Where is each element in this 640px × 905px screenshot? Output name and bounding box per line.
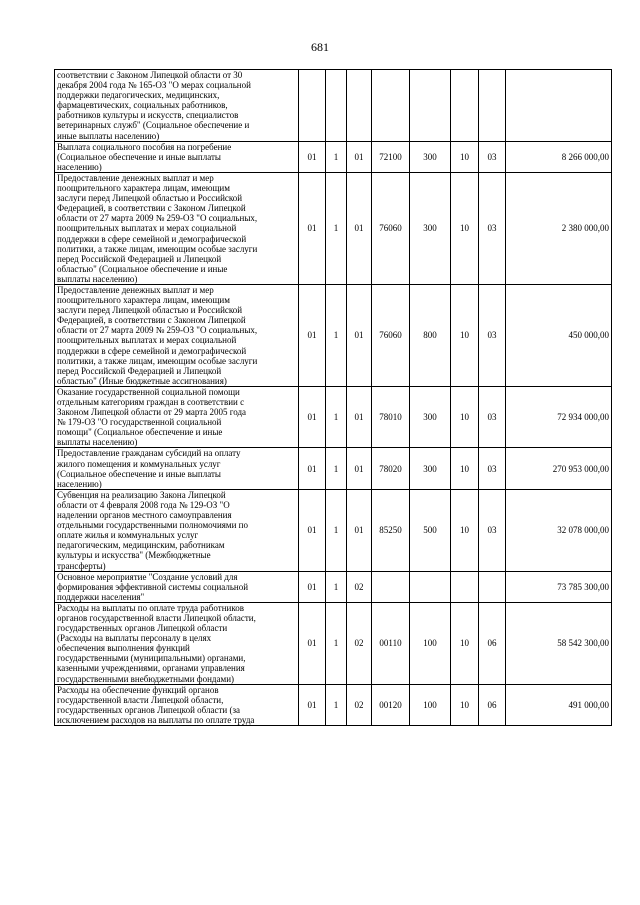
description-line: ветеринарных служб" (Социальное обеспечение и <box>57 120 250 131</box>
description-line: отдельным категориям граждан в соответствии с <box>57 397 245 407</box>
amount-cell: 450 000,00 <box>506 284 612 386</box>
code-cell-4: 00120 <box>372 684 410 725</box>
code-cell-5: 800 <box>410 284 451 386</box>
code-cell-1: 01 <box>299 571 326 602</box>
code-cell-7: 06 <box>479 602 506 684</box>
description-line: Субвенция на реализацию Закона Липецкой <box>57 489 226 500</box>
description-line: Выплата социального пособия на погребение <box>57 141 232 152</box>
code-cell-2: 1 <box>326 284 347 386</box>
description-line: государственных органов Липецкой области (за <box>57 704 241 715</box>
code-cell-1: 01 <box>299 386 326 448</box>
code-cell-6: 10 <box>451 284 479 386</box>
row-description <box>55 602 299 684</box>
description-line: обеспечения выполнения функций <box>57 643 190 654</box>
description-line: (Расходы на выплаты персоналу в целях <box>57 633 212 644</box>
code-cell-6: 10 <box>451 386 479 448</box>
code-cell-1: 01 <box>299 602 326 684</box>
description-line: областью" (Социальное обеспечение и иные <box>57 263 228 274</box>
table-body <box>55 70 612 726</box>
description-line: поощрительного характера лицам, имеющим <box>57 295 230 306</box>
amount-cell: 32 078 000,00 <box>506 489 612 571</box>
code-cell-4 <box>372 70 410 142</box>
row-description <box>55 684 299 725</box>
code-cell-4: 76060 <box>372 172 410 284</box>
row-description <box>55 448 299 489</box>
amount-cell: 270 953 000,00 <box>506 448 612 489</box>
code-cell-1: 01 <box>299 141 326 172</box>
code-cell-7: 03 <box>479 172 506 284</box>
code-cell-3: 02 <box>347 602 372 684</box>
code-cell-3: 01 <box>347 172 372 284</box>
code-cell-2: 1 <box>326 448 347 489</box>
code-cell-1: 01 <box>299 448 326 489</box>
code-cell-5: 300 <box>410 141 451 172</box>
code-cell-7 <box>479 70 506 142</box>
description-line: декабря 2004 года № 165-ОЗ "О мерах социальной <box>57 80 251 91</box>
code-cell-6: 10 <box>451 141 479 172</box>
description-line: иные выплаты населению) <box>57 130 160 141</box>
code-cell-3: 01 <box>347 284 372 386</box>
description-line: государственными внебюджетными фондами) <box>57 673 235 684</box>
code-cell-6: 10 <box>451 448 479 489</box>
code-cell-3: 01 <box>347 386 372 448</box>
description-line: области от 27 марта 2009 № 259-ОЗ "О социальных, <box>57 213 258 224</box>
code-cell-7 <box>479 571 506 602</box>
table-row <box>55 571 612 602</box>
description-line: заслуги перед Липецкой областью и Российской <box>57 305 243 316</box>
description-line: политики, а также лицам, имеющим особые заслуги <box>57 355 258 366</box>
code-cell-1: 01 <box>299 172 326 284</box>
page-number: 681 <box>311 40 329 54</box>
code-cell-7: 06 <box>479 684 506 725</box>
code-cell-2: 1 <box>326 684 347 725</box>
description-line: государственными (муниципальными) органами, <box>57 653 246 664</box>
description-line: поддержки педагогических, медицинских, <box>57 90 220 101</box>
description-line: (Социальное обеспечение и иные выплаты <box>57 468 221 479</box>
description-line: наделении органов местного самоуправления <box>57 510 232 521</box>
description-line: Федерацией, в соответствии с Законом Липецкой <box>57 203 246 214</box>
description-line: Предоставление денежных выплат и мер <box>57 284 214 295</box>
code-cell-2: 1 <box>326 172 347 284</box>
code-cell-5: 100 <box>410 602 451 684</box>
code-cell-2: 1 <box>326 386 347 448</box>
code-cell-3 <box>347 70 372 142</box>
amount-cell: 72 934 000,00 <box>506 386 612 448</box>
description-line: казенными учреждениями, органами управления <box>57 663 245 674</box>
row-description <box>55 489 299 571</box>
code-cell-6: 10 <box>451 602 479 684</box>
code-cell-6: 10 <box>451 172 479 284</box>
description-line: отдельными государственными полномочиями по <box>57 520 248 531</box>
amount-cell: 491 000,00 <box>506 684 612 725</box>
row-description <box>55 284 299 386</box>
code-cell-4: 00110 <box>372 602 410 684</box>
code-cell-4: 85250 <box>372 489 410 571</box>
table-row <box>55 684 612 725</box>
code-cell-7: 03 <box>479 386 506 448</box>
description-line: Законом Липецкой области от 29 марта 2005 года <box>57 407 247 418</box>
description-line: Предоставление денежных выплат и мер <box>57 172 214 183</box>
description-line: Расходы на выплаты по оплате труда работников <box>57 602 244 613</box>
description-line: работников культуры и искусств, специалистов <box>57 110 239 121</box>
code-cell-2: 1 <box>326 489 347 571</box>
description-line: Расходы на обеспечение функций органов <box>57 684 219 695</box>
table-row <box>55 602 612 684</box>
row-description <box>55 386 299 448</box>
description-line: поддержки в сфере семейной и демографической <box>57 233 247 244</box>
code-cell-2 <box>326 70 347 142</box>
code-cell-4: 76060 <box>372 284 410 386</box>
code-cell-6 <box>451 70 479 142</box>
code-cell-5: 500 <box>410 489 451 571</box>
code-cell-3: 02 <box>347 571 372 602</box>
code-cell-5: 300 <box>410 386 451 448</box>
description-line: жилого помещения и коммунальных услуг <box>57 458 221 469</box>
description-line: культуры и искусства" (Межбюджетные <box>57 550 211 561</box>
code-cell-2: 1 <box>326 602 347 684</box>
code-cell-6: 10 <box>451 684 479 725</box>
description-line: населению) <box>57 478 102 489</box>
description-line: фармацевтических, социальных работников, <box>57 100 228 111</box>
description-line: поощрительных выплатах и мерах социальной <box>57 335 237 346</box>
description-line: заслуги перед Липецкой областью и Российской <box>57 193 243 204</box>
row-description <box>55 172 299 284</box>
row-description <box>55 571 299 602</box>
budget-table <box>54 69 612 726</box>
code-cell-1: 01 <box>299 489 326 571</box>
description-line: формирования эффективной системы социальной <box>57 581 249 592</box>
table-row <box>55 284 612 386</box>
code-cell-5: 100 <box>410 684 451 725</box>
description-line: Основное мероприятие "Создание условий для <box>57 571 238 582</box>
description-line: Федерацией, в соответствии с Законом Липецкой <box>57 315 246 326</box>
amount-cell: 58 542 300,00 <box>506 602 612 684</box>
code-cell-3: 01 <box>347 141 372 172</box>
description-line: помощи" (Социальное обеспечение и иные <box>57 427 223 438</box>
code-cell-1 <box>299 70 326 142</box>
amount-cell: 2 380 000,00 <box>506 172 612 284</box>
table-row <box>55 141 612 172</box>
code-cell-3: 01 <box>347 489 372 571</box>
amount-cell: 8 266 000,00 <box>506 141 612 172</box>
description-line: государственной власти Липецкой области, <box>57 694 224 705</box>
row-description <box>55 141 299 172</box>
code-cell-7: 03 <box>479 489 506 571</box>
description-line: органов государственной власти Липецкой области, <box>57 612 256 623</box>
description-line: области от 4 февраля 2008 года № 129-ОЗ "О <box>57 499 230 510</box>
description-line: Предоставление гражданам субсидий на оплату <box>57 448 241 459</box>
table-row <box>55 448 612 489</box>
amount-cell <box>506 70 612 142</box>
code-cell-7: 03 <box>479 448 506 489</box>
description-line: оплате жилья и коммунальных услуг <box>57 530 199 541</box>
table-row <box>55 172 612 284</box>
code-cell-6 <box>451 571 479 602</box>
description-line: (Социальное обеспечение и иные выплаты <box>57 151 221 162</box>
description-line: государственных органов Липецкой области <box>57 623 228 634</box>
table-row <box>55 489 612 571</box>
description-line: педагогическим, медицинским, работникам <box>57 540 225 551</box>
code-cell-1: 01 <box>299 284 326 386</box>
description-line: перед Российской Федерацией и Липецкой <box>57 253 222 264</box>
description-line: политики, а также лицам, имеющим особые заслуги <box>57 243 258 254</box>
code-cell-4: 72100 <box>372 141 410 172</box>
code-cell-4: 78010 <box>372 386 410 448</box>
code-cell-4 <box>372 571 410 602</box>
code-cell-7: 03 <box>479 141 506 172</box>
row-description <box>55 70 299 142</box>
description-line: перед Российской Федерацией и Липецкой <box>57 365 222 376</box>
code-cell-5 <box>410 70 451 142</box>
table-row <box>55 70 612 142</box>
description-line: Оказание государственной социальной помощи <box>57 386 240 397</box>
description-line: трансферты) <box>57 560 106 571</box>
code-cell-1: 01 <box>299 684 326 725</box>
description-line: области от 27 марта 2009 № 259-ОЗ "О социальных, <box>57 325 258 336</box>
code-cell-2: 1 <box>326 571 347 602</box>
description-line: поддержки населения" <box>57 591 145 602</box>
description-line: поддержки в сфере семейной и демографической <box>57 345 247 356</box>
description-line: населению) <box>57 161 102 172</box>
code-cell-6: 10 <box>451 489 479 571</box>
code-cell-4: 78020 <box>372 448 410 489</box>
code-cell-5 <box>410 571 451 602</box>
description-line: выплаты населению) <box>57 437 138 448</box>
code-cell-3: 01 <box>347 448 372 489</box>
code-cell-5: 300 <box>410 172 451 284</box>
description-line: выплаты населению) <box>57 273 138 284</box>
description-line: областью" (Иные бюджетные ассигнования) <box>57 375 227 386</box>
amount-cell: 73 785 300,00 <box>506 571 612 602</box>
description-line: № 179-ОЗ "О государственной социальной <box>57 417 222 428</box>
code-cell-7: 03 <box>479 284 506 386</box>
code-cell-5: 300 <box>410 448 451 489</box>
table-row <box>55 386 612 448</box>
code-cell-2: 1 <box>326 141 347 172</box>
description-line: исключением расходов на выплаты по оплате труда <box>57 714 255 725</box>
description-line: поощрительного характера лицам, имеющим <box>57 183 230 194</box>
code-cell-3: 02 <box>347 684 372 725</box>
description-line: поощрительных выплатах и мерах социальной <box>57 223 237 234</box>
description-line: соответствии с Законом Липецкой области от 30 <box>57 70 243 80</box>
